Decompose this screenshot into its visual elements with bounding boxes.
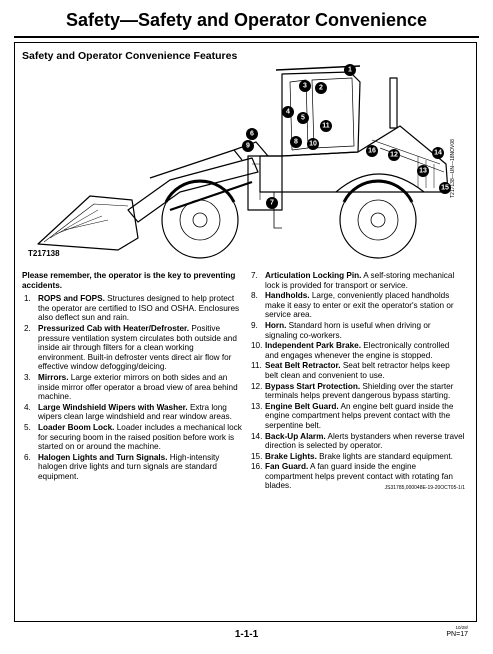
callout-13 <box>417 165 429 177</box>
list-item: 13. Engine Belt Guard. An engine belt guard inside the engine compartment helps prevent contact with the serpentine belt. <box>251 401 454 430</box>
svg-text:14: 14 <box>434 149 442 157</box>
svg-text:3: 3 <box>303 82 307 90</box>
list-item: 7. Articulation Locking Pin. A self-storing mechanical lock is provided for transport or service. <box>251 271 455 290</box>
svg-text:2: 2 <box>319 84 323 92</box>
list-item: 6. Halogen Lights and Turn Signals. High-intensity halogen drive lights and turn signals are standard equipment. <box>24 452 220 481</box>
list-item: 4. Large Windshield Wipers with Washer. Extra long wipers clean large windshield and rear window areas. <box>24 402 232 422</box>
list-item: 15. Brake Lights. Brake lights are standard equipment. <box>251 451 453 461</box>
callout-14 <box>432 147 444 159</box>
svg-text:12: 12 <box>390 151 398 159</box>
callout-9 <box>242 140 254 152</box>
figure-code: T217138—UN—18NOV08 <box>450 139 456 198</box>
pn-number: PN=17 <box>446 631 468 638</box>
right-column <box>249 271 465 492</box>
page-title: Safety—Safety and Operator Convenience <box>65 10 428 30</box>
title-rule <box>14 36 479 38</box>
callout-7 <box>266 197 278 209</box>
list-item: 11. Seat Belt Retractor. Seat belt retractor helps keep belt clean and convenient to use. <box>251 361 450 380</box>
callout-11 <box>320 120 332 132</box>
callout-3 <box>299 80 311 92</box>
callout-16 <box>366 145 378 157</box>
figure-id: T217138 <box>28 249 60 258</box>
svg-text:10: 10 <box>309 140 317 148</box>
svg-text:7: 7 <box>270 199 274 207</box>
intro-text: Please remember, the operator is the key to preventing accidents. <box>22 271 236 290</box>
left-column <box>22 271 242 482</box>
list-item: 2. Pressurized Cab with Heater/Defroster. Positive pressure ventilation system circulates both outside and inside air through filters for a clean working environment. Built-in defroster vents direct air flow for effective window defogging/deicing. <box>24 323 237 372</box>
reference-code: JS31785,000048E-19-20OCT05-1/1 <box>384 485 465 491</box>
callout-4 <box>282 106 294 118</box>
svg-text:11: 11 <box>322 122 330 130</box>
callout-10 <box>307 138 319 150</box>
callout-8 <box>290 136 302 148</box>
callout-5 <box>297 112 309 124</box>
callout-12 <box>388 149 400 161</box>
list-item: 16. Fan Guard. A fan guard inside the engine compartment helps prevent contact with rotating fan blades. <box>251 462 453 491</box>
svg-text:4: 4 <box>286 108 290 116</box>
svg-text:15: 15 <box>441 184 449 192</box>
svg-text:1: 1 <box>348 66 352 74</box>
list-item: 10. Independent Park Brake. Electronically controlled and engages whenever the engine is stopped. <box>251 341 450 360</box>
page-number: 1-1-1 <box>234 629 259 640</box>
list-item: 8. Handholds. Large, conveniently placed handholds make it easy to enter or exit the operator's station or service area. <box>251 291 454 320</box>
svg-text:13: 13 <box>419 167 427 175</box>
callout-1 <box>344 64 356 76</box>
list-item: 14. Back-Up Alarm. Alerts bystanders when reverse travel direction is selected by operator. <box>251 431 465 451</box>
section-heading: Safety and Operator Convenience Features <box>22 50 238 62</box>
list-item: 5. Loader Boom Lock. Loader includes a mechanical lock for securing boom in the raised position before work is started on or around the machine. <box>24 422 242 452</box>
print-date: 10/28/ <box>455 625 468 630</box>
svg-text:5: 5 <box>301 114 305 122</box>
svg-text:16: 16 <box>368 147 376 155</box>
svg-text:8: 8 <box>294 138 298 146</box>
svg-text:9: 9 <box>246 142 250 150</box>
callout-6 <box>246 128 258 140</box>
list-item: 9. Horn. Standard horn is useful when driving or signaling co-workers. <box>251 320 431 340</box>
list-item: 3. Mirrors. Large exterior mirrors on both sides and an inside mirror offer operator a broad view of area behind machine. <box>24 372 238 402</box>
callout-2 <box>315 82 327 94</box>
svg-text:6: 6 <box>250 130 254 138</box>
list-item: 12. Bypass Start Protection. Shielding over the starter terminals helps prevent dangerous bypass starting. <box>251 381 454 401</box>
list-item: 1. ROPS and FOPS. Structures designed to help protect the operator are certified to ISO and OSHA. Enclosures also deflect sun and rain. <box>24 294 240 323</box>
loader-illustration <box>20 60 470 266</box>
